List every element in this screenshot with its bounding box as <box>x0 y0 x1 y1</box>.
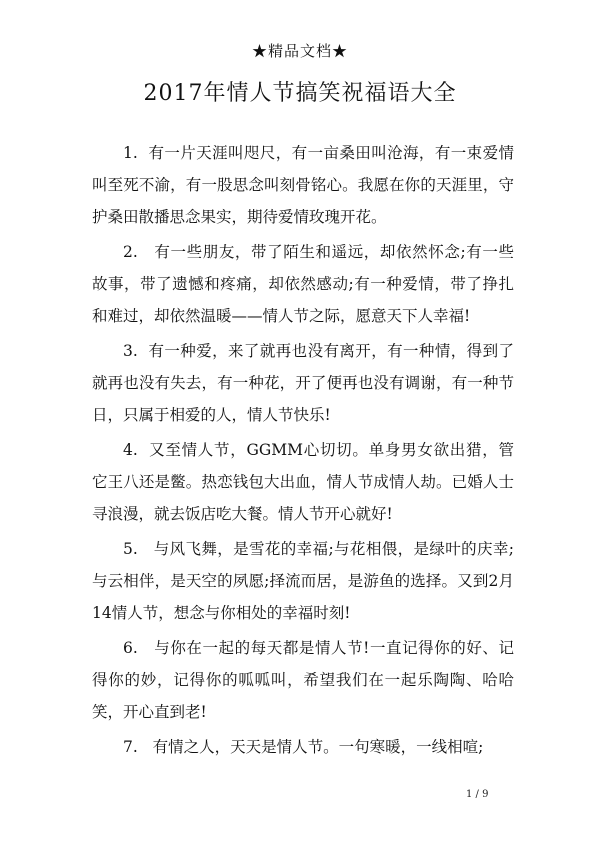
paragraph-5: 5. 与风飞舞，是雪花的幸福;与花相偎，是绿叶的庆幸;与云相伴，是天空的夙愿;择流而居，是游鱼的选择。又到2月14情人节，想念与你相处的幸福时刻! <box>92 540 514 622</box>
page-number: 1 / 9 <box>466 789 489 800</box>
document-body <box>92 137 514 766</box>
page-title: 2017年情人节搞笑祝福语大全 <box>143 81 457 106</box>
paragraph-2: 2. 有一些朋友，带了陌生和遥远，却依然怀念;有一些故事，带了遗憾和疼痛，却依然感动;有一种爱情，带了挣扎和难过，却依然温暖——情人节之际，愿意天下人幸福! <box>92 243 514 325</box>
paragraph-3: 3. 有一种爱，来了就再也没有离开，有一种情，得到了就再也没有失去，有一种花，开了便再也没有调谢，有一种节日，只属于相爱的人，情人节快乐! <box>92 342 514 424</box>
paragraph-1: 1. 有一片天涯叫咫尺，有一亩桑田叫沧海，有一束爱情叫至死不渝，有一股思念叫刻骨铭心。我愿在你的天涯里，守护桑田散播思念果实，期待爱情玫瑰开花。 <box>92 144 514 226</box>
paragraph-4: 4. 又至情人节，GGMM心切切。单身男女欲出猎，管它王八还是鳖。热恋钱包大出血，情人节成情人劫。已婚人士寻浪漫，就去饭店吃大餐。情人节开心就好! <box>92 441 514 523</box>
paragraph-6: 6. 与你在一起的每天都是情人节!一直记得你的好、记得你的妙，记得你的呱呱叫，希望我们在一起乐陶陶、哈哈笑，开心直到老! <box>92 639 514 721</box>
header-mark: ★精品文档★ <box>251 42 348 60</box>
paragraph-7: 7. 有情之人，天天是情人节。一句寒暖，一线相喧; <box>123 738 484 756</box>
